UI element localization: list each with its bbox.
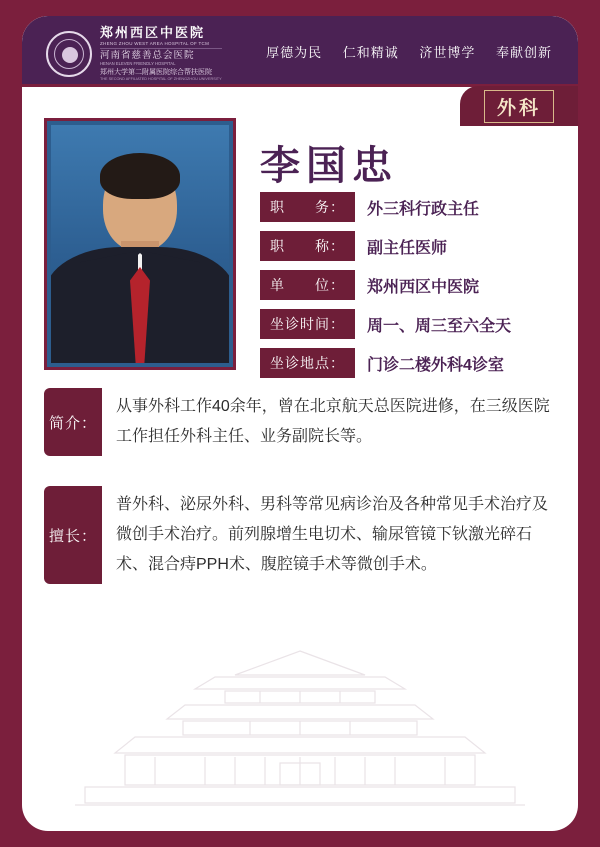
info-label-clinic-place: 坐诊地点： [260,348,355,378]
info-row [260,192,560,222]
info-row [260,348,560,378]
doctor-photo [44,118,236,370]
department-ribbon [460,86,578,126]
hospital-logo-texts [100,26,222,81]
section-tag-expertise: 擅长： [44,486,102,584]
header-band [22,16,578,84]
slogan-word-1: 厚德为民 [266,45,323,60]
info-row [260,270,560,300]
info-value-clinic-place: 门诊二楼外科4诊室 [367,356,504,374]
department-label: 外科 [484,90,554,123]
photo-lapel-right-shape [142,251,200,363]
section-text-expertise: 普外科、泌尿外科、男科等常见病诊治及各种常见手术治疗及微创手术治疗。前列腺增生电切术、输尿管镜下钬激光碎石术、混合痔PPH术、腹腔镜手术等微创手术。 [116,496,549,573]
poster-card [22,16,578,831]
info-label-title: 职 称： [260,231,355,261]
hospital-seal-icon [46,31,92,77]
doctor-name: 李国忠 [260,144,398,188]
hospital-logo [46,26,222,81]
section-expertise [44,486,556,584]
section-introduction [44,388,556,456]
hospital-slogan [266,42,552,61]
info-value-unit: 郑州西区中医院 [367,278,480,296]
hospital-name-en: ZHENG ZHOU WEST AREA HOSPITAL OF TCM [100,40,210,46]
info-label-clinic-time: 坐诊时间： [260,309,355,339]
slogan-word-3: 济世博学 [419,45,476,60]
hospital-name-cn: 郑州西区中医院 [100,25,206,40]
hospital-affiliation-en: THE SECOND AFFILIATED HOSPITAL OF ZHENGZHOU UNIVERSITY [100,76,222,81]
building-watermark-icon [65,645,535,815]
doctor-photo-inner [51,125,229,363]
hospital-affiliation-cn: 郑州大学第二附属医院综合帮扶医院 [100,68,212,76]
photo-lapel-left-shape [80,251,138,363]
info-value-clinic-time: 周一、周三至六全天 [367,317,512,335]
info-row [260,309,560,339]
hospital-alt-name-en: HENAN ELEVEN FRIENDLY HOSPITAL [100,61,176,67]
section-text-introduction: 从事外科工作40余年，曾在北京航天总医院进修，在三级医院工作担任外科主任、业务副院长等。 [116,398,550,445]
photo-hair-shape [100,153,180,199]
doctor-info-list [260,192,560,387]
info-value-position: 外三科行政主任 [367,200,480,218]
slogan-word-2: 仁和精诚 [342,45,399,60]
info-value-title: 副主任医师 [367,239,448,257]
slogan-word-4: 奉献创新 [495,45,552,60]
section-tag-introduction: 简介： [44,388,102,456]
hospital-alt-name-cn: 河南省慈善总会医院 [100,48,222,62]
info-row [260,231,560,261]
info-label-unit: 单 位： [260,270,355,300]
info-label-position: 职 务： [260,192,355,222]
